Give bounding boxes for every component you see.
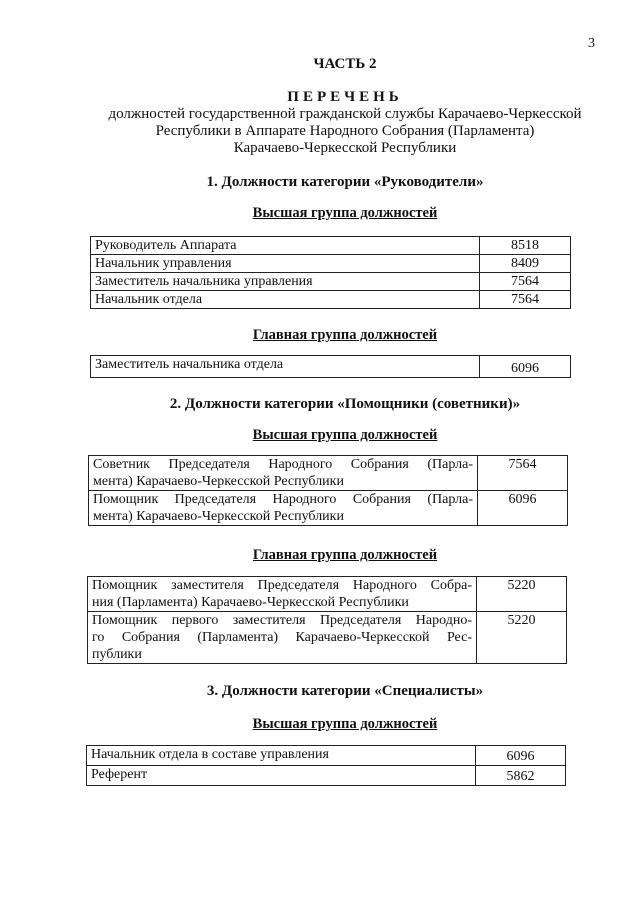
section-title: 3. Должности категории «Специалисты» <box>206 683 484 699</box>
position-name: Заместитель начальника управления <box>95 274 313 289</box>
position-value: 6096 <box>476 746 566 766</box>
position-name-line: Советник Председателя Народного Собрания (Парла- <box>93 457 473 472</box>
position-value: 7564 <box>480 273 571 291</box>
positions-table <box>90 355 571 378</box>
list-title: ПЕРЕЧЕНЬ <box>287 89 403 105</box>
position-name-line: ния (Парламента) Карачаево-Черкесской Республики <box>92 595 409 610</box>
section-title: 2. Должности категории «Помощники (советники)» <box>169 396 521 412</box>
positions-table <box>88 455 568 526</box>
position-name: Начальник отдела <box>95 292 203 307</box>
table-row <box>89 456 568 491</box>
group-title: Высшая группа должностей <box>252 205 438 221</box>
table-row <box>89 491 568 526</box>
part-title: ЧАСТЬ 2 <box>313 56 377 72</box>
positions-table <box>90 236 571 309</box>
position-name: Руководитель Аппарата <box>95 238 237 253</box>
position-value: 6096 <box>478 491 568 526</box>
group-title: Главная группа должностей <box>252 327 438 343</box>
section-title: 1. Должности категории «Руководители» <box>206 174 484 190</box>
position-name: Референт <box>91 767 148 782</box>
position-value: 8518 <box>480 237 571 255</box>
position-name-line: Помощник Председателя Народного Собрания (Парла- <box>93 492 473 507</box>
subtitle-line: Республики в Аппарате Народного Собрания (Парламента) <box>155 123 535 139</box>
table-row <box>88 612 567 664</box>
page-number: 3 <box>588 36 595 51</box>
position-value: 7564 <box>480 291 571 309</box>
table-row <box>91 237 571 255</box>
position-name-line: Помощник первого заместителя Председателя Народно- <box>92 613 472 628</box>
table-row <box>91 356 571 378</box>
table-row <box>91 255 571 273</box>
table-row <box>88 577 567 612</box>
table-row <box>91 291 571 309</box>
group-title: Высшая группа должностей <box>252 427 438 443</box>
position-value: 5862 <box>476 766 566 786</box>
position-name-line: мента) Карачаево-Черкесской Республики <box>93 474 344 489</box>
position-name-line: публики <box>92 647 142 662</box>
position-name-line: Помощник заместителя Председателя Народного Собра- <box>92 578 472 593</box>
group-title: Высшая группа должностей <box>252 716 438 732</box>
position-name: Начальник управления <box>95 256 232 271</box>
position-value: 8409 <box>480 255 571 273</box>
position-value: 5220 <box>477 612 567 664</box>
table-row <box>87 746 566 766</box>
positions-table <box>87 576 567 664</box>
position-name-line: го Собрания (Парламента) Карачаево-Черкесской Рес- <box>92 630 472 645</box>
position-value: 6096 <box>480 356 571 378</box>
positions-table <box>86 745 566 786</box>
subtitle-line: должностей государственной гражданской службы Карачаево-Черкесской <box>108 106 582 122</box>
position-value: 5220 <box>477 577 567 612</box>
table-row <box>91 273 571 291</box>
subtitle-line: Карачаево-Черкесской Республики <box>233 140 457 156</box>
position-name: Заместитель начальника отдела <box>95 357 284 372</box>
position-value: 7564 <box>478 456 568 491</box>
table-row <box>87 766 566 786</box>
position-name: Начальник отдела в составе управления <box>91 747 329 762</box>
group-title: Главная группа должностей <box>252 547 438 563</box>
position-name-line: мента) Карачаево-Черкесской Республики <box>93 509 344 524</box>
